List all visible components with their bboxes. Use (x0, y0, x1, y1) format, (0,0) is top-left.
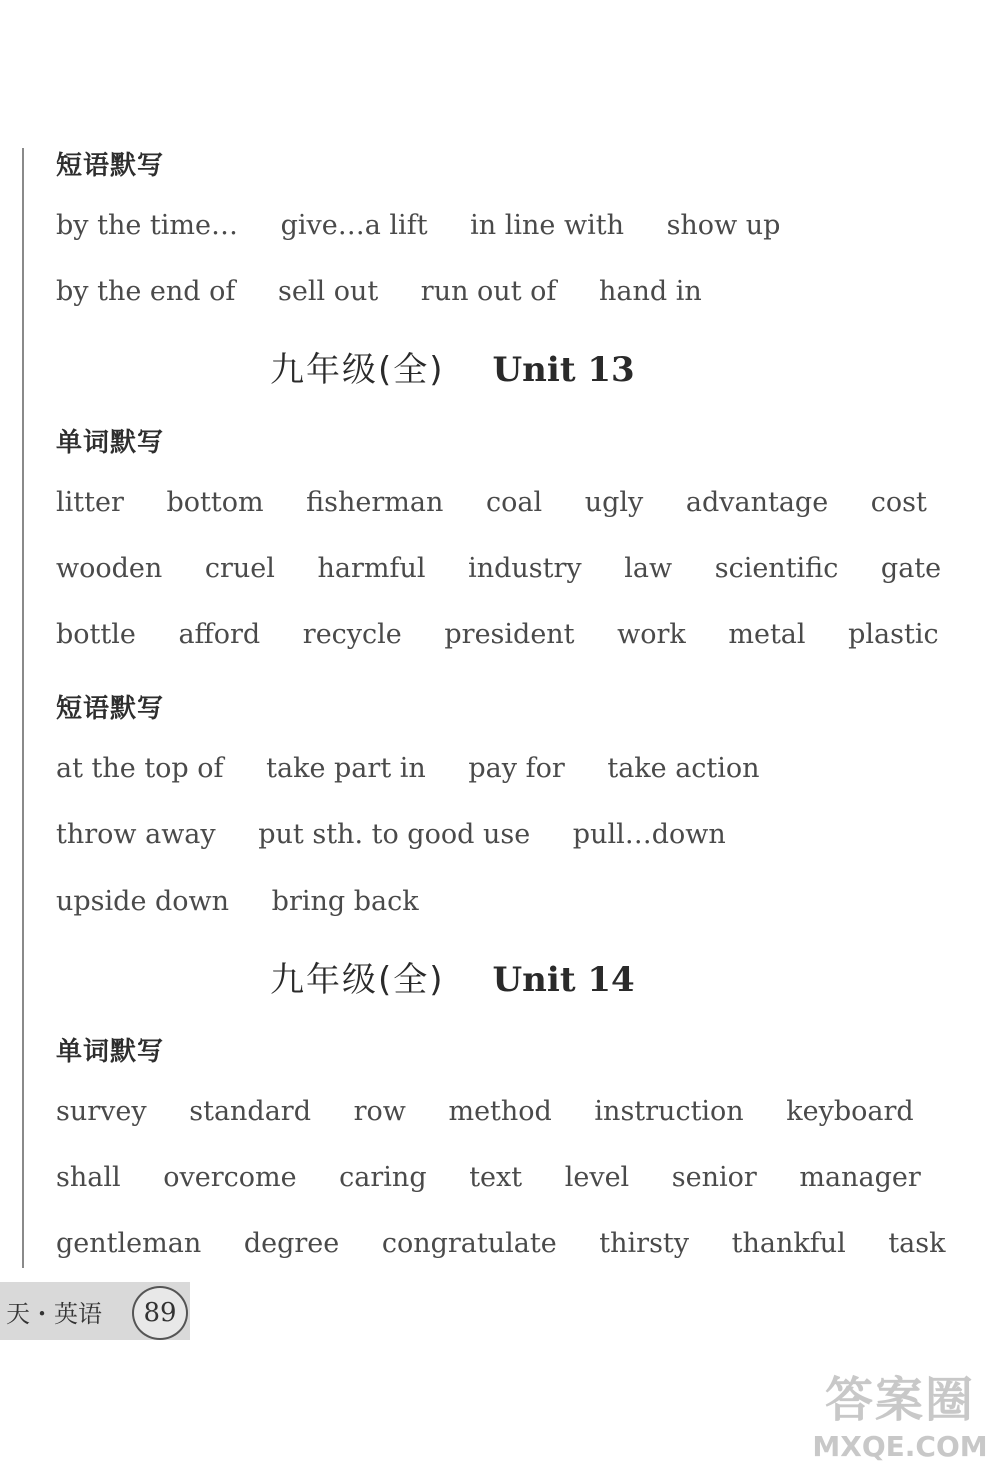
phrases-heading: 短语默写 (56, 151, 165, 181)
phrase-row (56, 819, 760, 850)
word: overcome (163, 1162, 297, 1193)
phrase: at the top of (56, 753, 224, 784)
word-row (56, 1228, 980, 1259)
word: gate (880, 553, 942, 584)
phrase: pull…down (572, 819, 726, 850)
word: task (888, 1228, 946, 1259)
word: manager (799, 1162, 921, 1193)
word: congratulate (381, 1228, 557, 1259)
word: plastic (848, 619, 939, 650)
word: instruction (594, 1096, 744, 1127)
phrase: by the end of (56, 276, 236, 307)
word: method (448, 1096, 552, 1127)
unit-14-title (270, 952, 635, 1001)
page-number: 89 (132, 1286, 188, 1340)
phrase: show up (666, 210, 781, 241)
phrase: by the time… (56, 210, 238, 241)
footer-subject: 天・英语 (6, 1300, 102, 1328)
words-heading: 单词默写 (56, 1037, 165, 1067)
phrase: put sth. to good use (258, 819, 531, 850)
word: president (444, 619, 575, 650)
phrase: throw away (56, 819, 216, 850)
word: wooden (56, 553, 163, 584)
word: cost (870, 487, 927, 518)
unit-label: Unit 13 (492, 350, 635, 390)
phrase-row (56, 753, 794, 784)
grade-label: 九年级(全) (270, 960, 445, 1000)
phrase: bring back (271, 886, 419, 917)
word: row (353, 1096, 406, 1127)
word: standard (189, 1096, 311, 1127)
unit-13-title (270, 342, 635, 391)
word: advantage (685, 487, 829, 518)
margin-rule (22, 148, 24, 1268)
phrase: upside down (56, 886, 230, 917)
word: litter (56, 487, 124, 518)
phrase: take action (607, 753, 760, 784)
word: survey (56, 1096, 147, 1127)
grade-label: 九年级(全) (270, 350, 445, 390)
word-row (56, 487, 961, 518)
phrase-row (56, 276, 736, 307)
phrase-row (56, 210, 814, 241)
word: law (624, 553, 673, 584)
word: scientific (714, 553, 839, 584)
word: degree (243, 1228, 340, 1259)
word: ugly (584, 487, 644, 518)
word: keyboard (786, 1096, 914, 1127)
word-row (56, 1162, 955, 1193)
watermark-cn: 答案圈 (824, 1372, 975, 1428)
word-row (56, 619, 973, 650)
word: senior (671, 1162, 757, 1193)
word: bottom (166, 487, 264, 518)
page-footer (0, 1282, 190, 1340)
word: cruel (204, 553, 275, 584)
word-row (56, 1096, 948, 1127)
word: shall (56, 1162, 121, 1193)
words-heading: 单词默写 (56, 428, 165, 458)
phrase: in line with (470, 210, 624, 241)
phrase: take part in (266, 753, 426, 784)
word: afford (178, 619, 261, 650)
watermark-en: MXQE.COM (812, 1430, 988, 1463)
word: caring (339, 1162, 427, 1193)
phrase: give…a lift (280, 210, 428, 241)
word: metal (728, 619, 806, 650)
word: level (564, 1162, 630, 1193)
phrases-heading: 短语默写 (56, 694, 165, 724)
word: gentleman (56, 1228, 202, 1259)
word: harmful (317, 553, 426, 584)
word: thirsty (599, 1228, 690, 1259)
word-row (56, 553, 975, 584)
phrase: run out of (420, 276, 557, 307)
watermark-logo (810, 1361, 990, 1463)
unit-label: Unit 14 (492, 960, 635, 1000)
word: fisherman (306, 487, 444, 518)
phrase: hand in (598, 276, 702, 307)
word: thankful (731, 1228, 846, 1259)
word: bottle (56, 619, 136, 650)
word: industry (468, 553, 582, 584)
word: recycle (302, 619, 402, 650)
phrase: sell out (278, 276, 379, 307)
word: coal (485, 487, 543, 518)
phrase-row (56, 886, 453, 917)
word: work (617, 619, 686, 650)
word: text (469, 1162, 523, 1193)
phrase: pay for (468, 753, 565, 784)
